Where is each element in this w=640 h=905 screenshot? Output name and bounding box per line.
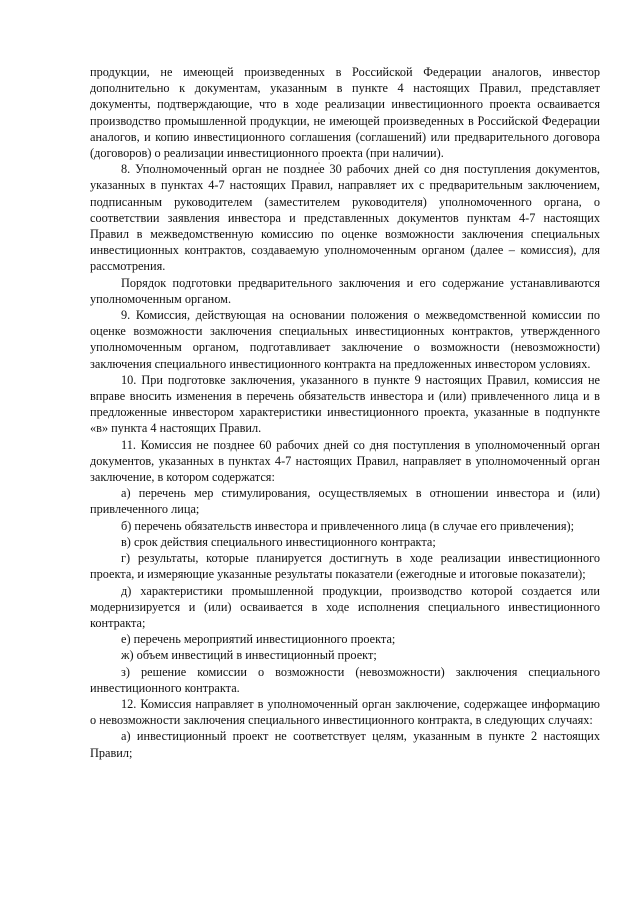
paragraph-clause-10: 10. При подготовке заключения, указанного в пункте 9 настоящих Правил, комиссия не вправе вносить изменения в перечень обязательств инвестора и (или) привлеченного лица и в предложенные инвестором характеристики инвестиционного проекта, указанные в подпункте «в» пункта 4 настоящих Правил. <box>90 372 600 436</box>
list-item-g: г) результаты, которые планируется достигнуть в ходе реализации инвестиционного проекта, и измеряющие указанные результаты показатели (ежегодные и итоговые показатели); <box>90 551 600 582</box>
paragraph-clause-12: 12. Комиссия направляет в уполномоченный орган заключение, содержащее информацию о невозможности заключения специального инвестиционного контракта, в следующих случаях: <box>90 696 600 728</box>
paragraph-continuation: продукции, не имеющей произведенных в Российской Федерации аналогов, инвестор дополнительно к документам, указанным в пункте 4 настоящих Правил, представляет документы, подтверждающие, что в ходе реализации инвестиционного проекта осваивается производство промышленной продукции, не имеющей произведенных в Российской Федерации аналогов, и копию инвестиционного соглашения (соглашений) или предварительного договора (договоров) о реализации инвестиционного проекта (при наличии). <box>90 65 600 161</box>
document-body <box>90 64 600 761</box>
list-item-v: в) срок действия специального инвестиционного контракта; <box>121 534 436 549</box>
list-item-b: б) перечень обязательств инвестора и привлеченного лица (в случае его привлечения); <box>121 518 575 533</box>
list-item-a: а) перечень мер стимулирования, осуществляемых в отношении инвестора и (или) привлеченного лица; <box>90 486 600 517</box>
paragraph-clause-8: 8. Уполномоченный орган не позднее 30 рабочих дней со дня поступления документов, указанных в пунктах 4-7 настоящих Правил, направляет их с предварительным заключением, подписанным руководителем (заместителем руководителя) уполномоченного органа, о соответствии заявления инвестора и представленных документов пунктам 4-7 настоящих Правил в межведомственную комиссию по оценке возможности заключения специальных инвестиционных контрактов, создаваемую уполномоченным органом (далее – комиссия), для рассмотрения. <box>90 162 600 274</box>
paragraph-clause-8-procedure: Порядок подготовки предварительного заключения и его содержание устанавливаются уполномоченным органом. <box>90 275 600 306</box>
list-item-e: е) перечень мероприятий инвестиционного проекта; <box>121 632 396 647</box>
list-item-zh: ж) объем инвестиций в инвестиционный проект; <box>121 648 377 663</box>
paragraph-clause-11: 11. Комиссия не позднее 60 рабочих дней со дня поступления в уполномоченный орган документов, указанных в пунктах 4-7 настоящих Правил, направляет в уполномоченный орган заключение, в котором содержатся: <box>90 437 600 485</box>
paragraph-clause-9: 9. Комиссия, действующая на основании положения о межведомственной комиссии по оценке возможности заключения специальных инвестиционных контрактов, утвержденного уполномоченным органом, подготавливает заключение о возможности (невозможности) заключения специального инвестиционного контракта на предложенных инвестором условиях. <box>90 308 600 371</box>
list-item-z: з) решение комиссии о возможности (невозможности) заключения специального инвестиционного контракта. <box>90 664 600 695</box>
list-item-12-a: а) инвестиционный проект не соответствует целям, указанным в пункте 2 настоящих Правил; <box>90 729 600 760</box>
list-item-d: д) характеристики промышленной продукции, производство которой создается или модернизируется и (или) осваивается в ходе исполнения специального инвестиционного контракта; <box>90 583 600 630</box>
